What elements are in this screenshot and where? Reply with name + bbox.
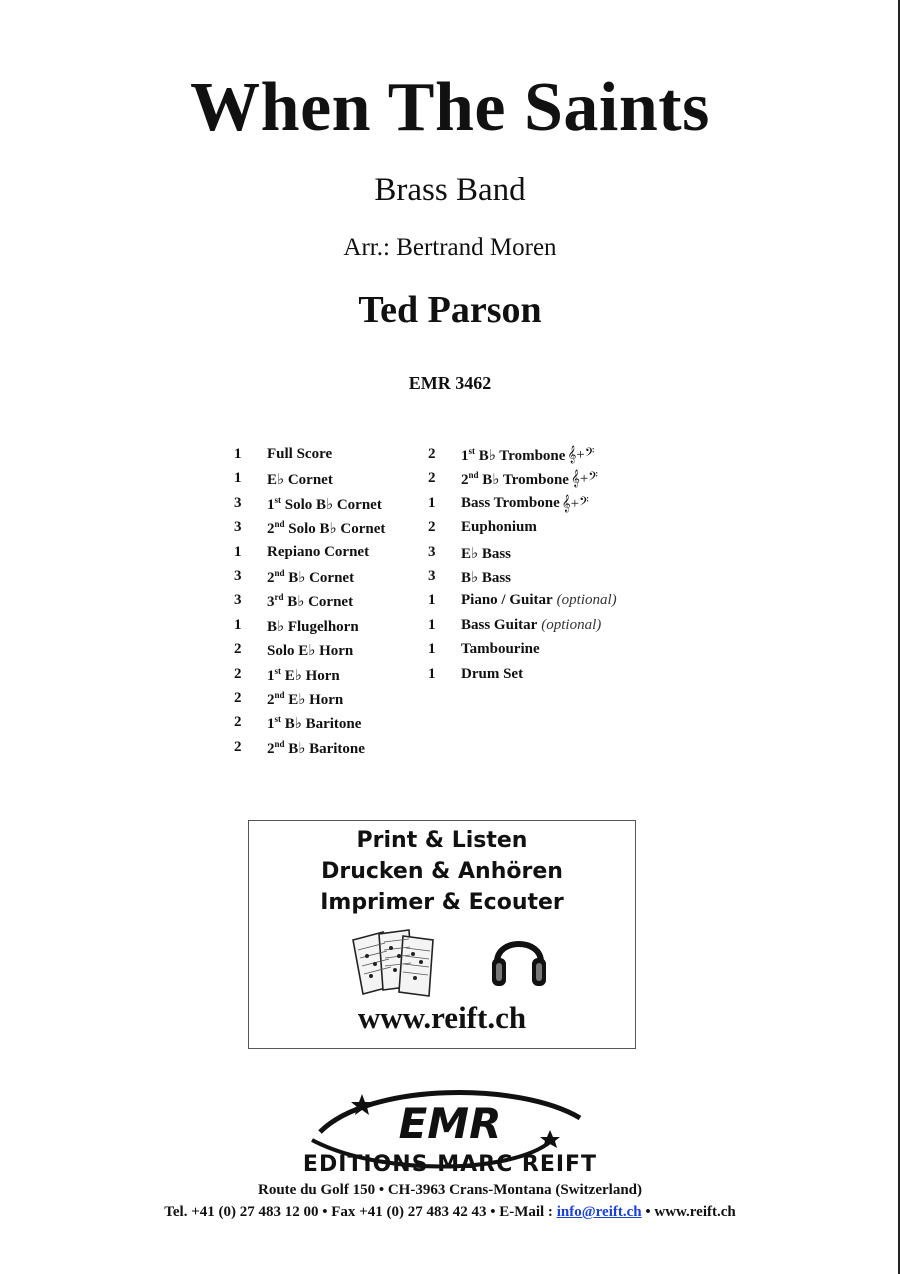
part-quantity: 3 <box>234 494 242 511</box>
part-row <box>234 714 385 738</box>
part-quantity: 1 <box>428 616 436 633</box>
part-row <box>428 641 617 665</box>
promo-line-fr: Imprimer & Ecouter <box>320 890 564 915</box>
part-row <box>234 641 385 665</box>
part-label: B♭ Baritone <box>284 740 365 757</box>
part-label: Solo B♭ Cornet <box>284 521 386 538</box>
part-label: B♭ Cornet <box>284 569 355 586</box>
part-quantity: 1 <box>428 665 436 682</box>
part-ordinal-suffix: nd <box>274 738 285 749</box>
part-row <box>428 495 617 519</box>
part-row <box>234 690 385 714</box>
part-quantity: 1 <box>234 543 242 560</box>
part-row <box>428 519 617 543</box>
part-quantity: 3 <box>428 543 436 560</box>
part-quantity: 2 <box>428 446 436 462</box>
headphones-icon <box>489 926 549 992</box>
part-name <box>461 592 553 609</box>
part-quantity: 2 <box>234 689 242 706</box>
part-ordinal: 3 <box>267 594 275 611</box>
part-label: B♭ Trombone <box>478 472 569 489</box>
part-ordinal: 1 <box>267 496 275 513</box>
part-name <box>267 592 353 611</box>
part-ordinal: 1 <box>267 667 275 684</box>
part-ordinal-suffix: nd <box>274 519 285 530</box>
parts-list-left <box>234 446 385 763</box>
part-row <box>428 568 617 592</box>
part-name <box>267 568 354 587</box>
part-ordinal-suffix: st <box>274 714 281 725</box>
contact-phone-fax: Tel. +41 (0) 27 483 12 00 • Fax +41 (0) 27 483 42 43 • E-Mail : <box>164 1204 557 1220</box>
part-label: B♭ Flugelhorn <box>267 618 359 635</box>
print-listen-box[interactable] <box>248 820 636 1049</box>
part-name <box>461 617 537 634</box>
part-quantity: 1 <box>234 446 242 462</box>
email-link[interactable]: info@reift.ch <box>556 1204 642 1220</box>
part-label: Piano / Guitar <box>461 592 553 609</box>
part-name <box>267 617 359 636</box>
part-name <box>461 544 511 563</box>
part-quantity: 1 <box>234 470 242 487</box>
part-ordinal-suffix: nd <box>274 567 285 578</box>
part-quantity: 2 <box>234 738 242 755</box>
part-name <box>267 666 340 685</box>
part-label: Full Score <box>267 446 333 462</box>
part-label: Bass Trombone <box>461 494 560 511</box>
part-name <box>461 446 565 465</box>
part-name <box>267 690 343 709</box>
part-optional-note: (optional) <box>541 616 602 633</box>
part-quantity: 1 <box>428 592 436 609</box>
part-row <box>234 617 385 641</box>
part-name <box>267 519 385 538</box>
page-title: When The Saints <box>190 69 710 146</box>
clef-icon: 𝄞+𝄢 <box>567 447 595 463</box>
part-row <box>234 544 385 568</box>
part-label: Repiano Cornet <box>267 543 370 560</box>
part-row <box>428 592 617 616</box>
part-row <box>428 446 617 470</box>
part-ordinal: 2 <box>267 569 275 586</box>
part-ordinal-suffix: rd <box>274 592 284 603</box>
promo-line-en: Print & Listen <box>356 828 528 853</box>
promo-website[interactable]: www.reift.ch <box>357 1000 527 1035</box>
part-label: E♭ Bass <box>461 545 512 562</box>
part-row <box>428 666 617 690</box>
part-ordinal: 2 <box>267 691 275 708</box>
part-row <box>234 666 385 690</box>
arranger-credit: Arr.: Bertrand Moren <box>343 234 557 261</box>
part-quantity: 1 <box>234 616 242 633</box>
part-row <box>234 495 385 519</box>
part-name <box>461 641 540 658</box>
part-row <box>234 470 385 494</box>
part-name <box>461 519 537 536</box>
part-name <box>267 495 382 514</box>
part-quantity: 2 <box>428 470 436 487</box>
part-ordinal-suffix: st <box>274 494 281 505</box>
part-row <box>428 470 617 494</box>
part-name <box>267 470 333 489</box>
part-name <box>267 641 353 660</box>
part-label: Solo E♭ Horn <box>267 643 354 660</box>
part-label: E♭ Horn <box>281 667 340 684</box>
publisher-address: Route du Golf 150 • CH-3963 Crans-Montana (Switzerland) <box>258 1182 642 1198</box>
part-ordinal: 1 <box>267 716 275 733</box>
clef-icon: 𝄞+𝄢 <box>561 495 589 512</box>
parts-list-right <box>428 446 617 690</box>
sheet-music-icon <box>349 926 445 998</box>
part-quantity: 1 <box>428 641 436 658</box>
part-label: Drum Set <box>461 665 524 682</box>
part-name <box>461 666 523 683</box>
part-label: E♭ Horn <box>284 691 344 708</box>
part-ordinal-suffix: st <box>274 665 281 676</box>
part-label: B♭ Cornet <box>283 594 354 611</box>
part-ordinal-suffix: st <box>468 446 475 456</box>
ensemble-subtitle: Brass Band <box>374 172 526 208</box>
part-quantity: 2 <box>428 519 436 536</box>
part-label: Tambourine <box>461 641 540 658</box>
part-label: Bass Guitar <box>461 616 538 633</box>
contact-website: • www.reift.ch <box>641 1204 736 1220</box>
part-quantity: 2 <box>234 641 242 658</box>
part-name <box>267 714 361 733</box>
part-row <box>234 446 385 470</box>
part-name <box>267 739 365 758</box>
part-name <box>461 470 569 489</box>
part-label: Euphonium <box>461 519 537 536</box>
part-quantity: 3 <box>234 519 242 536</box>
part-ordinal: 2 <box>267 521 275 538</box>
part-ordinal-suffix: nd <box>468 470 479 481</box>
part-quantity: 2 <box>234 714 242 731</box>
part-label: B♭ Trombone <box>475 448 566 464</box>
logo-lettering: EMR <box>398 1099 502 1148</box>
part-ordinal: 1 <box>461 448 469 464</box>
promo-line-de: Drucken & Anhören <box>321 859 563 884</box>
catalog-number: EMR 3462 <box>408 373 492 393</box>
part-label: B♭ Baritone <box>281 716 362 733</box>
part-row <box>234 568 385 592</box>
part-optional-note: (optional) <box>556 592 617 609</box>
part-row <box>234 739 385 763</box>
part-row <box>234 592 385 616</box>
part-name <box>267 446 332 463</box>
part-ordinal: 2 <box>461 472 469 489</box>
part-label: B♭ Bass <box>461 569 512 586</box>
part-quantity: 3 <box>428 567 436 584</box>
publisher-contact <box>0 1204 900 1221</box>
part-row <box>428 617 617 641</box>
part-name <box>461 568 511 587</box>
publisher-name: EDITIONS MARC REIFT <box>302 1152 598 1177</box>
part-name <box>461 495 560 512</box>
part-ordinal-suffix: nd <box>274 689 285 700</box>
part-quantity: 1 <box>428 494 436 511</box>
part-quantity: 3 <box>234 592 242 609</box>
part-row <box>428 544 617 568</box>
clef-icon: 𝄞+𝄢 <box>570 471 598 488</box>
part-name <box>267 544 369 561</box>
part-quantity: 3 <box>234 567 242 584</box>
part-quantity: 2 <box>234 665 242 682</box>
composer-name: Ted Parson <box>358 289 542 331</box>
part-ordinal: 2 <box>267 740 275 757</box>
part-label: Solo B♭ Cornet <box>281 496 382 513</box>
part-row <box>234 519 385 543</box>
part-label: E♭ Cornet <box>267 472 333 489</box>
